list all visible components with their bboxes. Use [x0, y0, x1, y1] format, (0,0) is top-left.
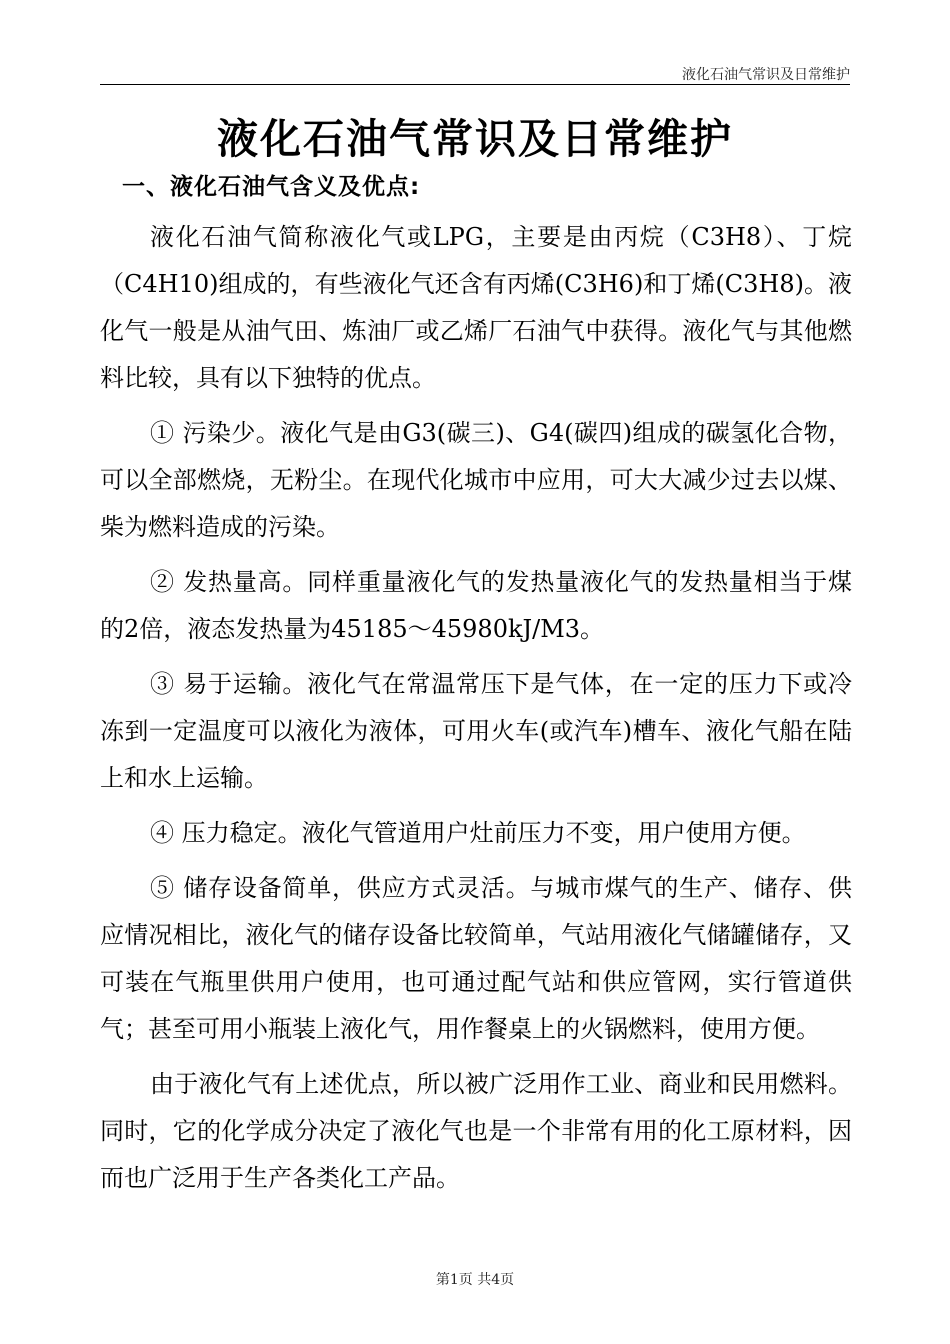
- page-title: 液化石油气常识及日常维护: [217, 115, 733, 163]
- paragraph-summary: 由于液化气有上述优点，所以被广泛用作工业、商业和民用燃料。同时，它的化学成分决定了液化气也是一个非常有用的化工原材料，因而也广泛用于生产各类化工产品。: [100, 1070, 852, 1192]
- header-divider: [100, 84, 850, 85]
- paragraph-point-1: ① 污染少。液化气是由G3(碳三)、G4(碳四)组成的碳氢化合物，可以全部燃烧，无粉尘。在现代化城市中应用，可大大减少过去以煤、柴为燃料造成的污染。: [100, 419, 852, 541]
- running-header: 液化石油气常识及日常维护: [682, 67, 850, 83]
- paragraph-point-4: ④ 压力稳定。液化气管道用户灶前压力不变，用户使用方便。: [150, 819, 806, 847]
- paragraph-intro: 液化石油气简称液化气或LPG，主要是由丙烷（C3H8）、丁烷（C4H10)组成的，有些液化气还含有丙烯(C3H6)和丁烯(C3H8)。液化气一般是从油气田、炼油厂或乙烯厂石油气中获得。液化气与其他燃料比较，具有以下独特的优点。: [100, 223, 852, 392]
- page-number-footer: 第1页 共4页: [435, 1272, 515, 1288]
- body-text: [100, 214, 852, 1210]
- paragraph-point-3: ③ 易于运输。液化气在常温常压下是气体，在一定的压力下或冷冻到一定温度可以液化为液体，可用火车(或汽车)槽车、液化气船在陆上和水上运输。: [100, 670, 852, 792]
- paragraph-point-5: ⑤ 储存设备简单，供应方式灵活。与城市煤气的生产、储存、供应情况相比，液化气的储存设备比较简单，气站用液化气储罐储存，又可装在气瓶里供用户使用，也可通过配气站和供应管网，实行管道供气；甚至可用小瓶装上液化气，用作餐桌上的火锅燃料，使用方便。: [100, 874, 852, 1043]
- paragraph-point-2: ② 发热量高。同样重量液化气的发热量液化气的发热量相当于煤的2倍，液态发热量为45185～45980kJ/M3。: [100, 568, 852, 643]
- section-heading: 一、液化石油气含义及优点:: [122, 174, 421, 200]
